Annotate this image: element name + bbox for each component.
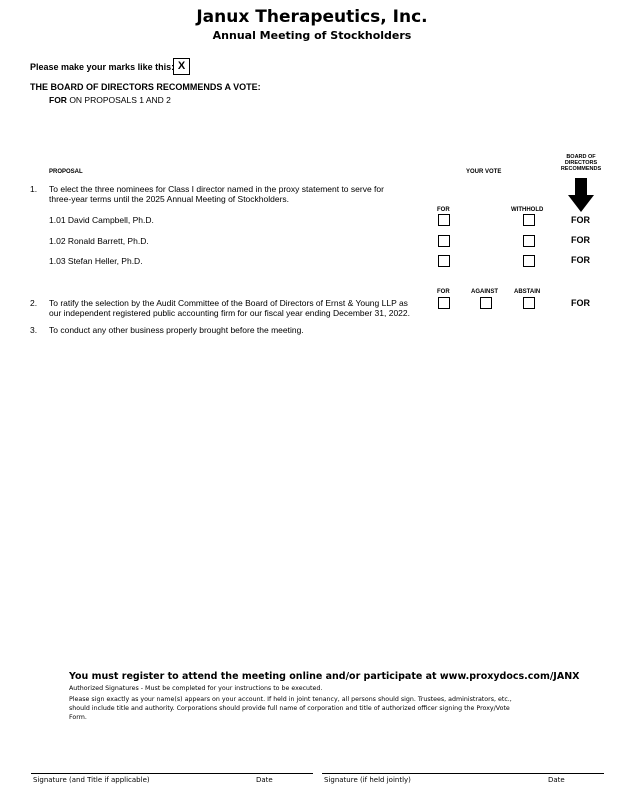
- proposal-header: PROPOSAL: [49, 169, 83, 175]
- p1-withhold-label: WITHHOLD: [511, 207, 544, 213]
- nominee-1-for-checkbox[interactable]: [438, 214, 450, 226]
- board-recommends-header: [553, 154, 609, 172]
- proposal-2-for-checkbox[interactable]: [438, 297, 450, 309]
- proposal-2-line-1: To ratify the selection by the Audit Committee of the Board of Directors of Ernst & Young LLP as: [49, 298, 408, 308]
- authorized-signatures-note: Authorized Signatures - Must be completed for your instructions to be executed.: [69, 685, 323, 692]
- p1-for-label: FOR: [437, 207, 450, 213]
- signing-instructions-line-2: should include title and authority. Corporations should provide full name of corporation and title of authorized officer signing the Proxy/Vote: [69, 705, 510, 712]
- signing-instructions: [69, 695, 589, 722]
- proposal-2-number: 2.: [30, 298, 38, 308]
- nominee-3-name: 1.03 Stefan Heller, Ph.D.: [49, 256, 143, 266]
- board-rec-line-2: DIRECTORS: [564, 160, 598, 166]
- nominee-1-recommendation: FOR: [571, 215, 590, 225]
- nominee-2-for-checkbox[interactable]: [438, 235, 450, 247]
- registration-notice: You must register to attend the meeting online and/or participate at www.proxydocs.com/JANX: [69, 671, 580, 682]
- proposal-1-line-1: To elect the three nominees for Class I director named in the proxy statement to serve for: [49, 184, 384, 194]
- board-recommendation-summary: [49, 95, 171, 105]
- proposal-1-number: 1.: [30, 184, 38, 194]
- proposal-2-against-checkbox[interactable]: [480, 297, 492, 309]
- down-arrow-icon: [568, 178, 594, 212]
- meeting-title: Annual Meeting of Stockholders: [212, 29, 412, 42]
- nominee-1-name: 1.01 David Campbell, Ph.D.: [49, 215, 154, 225]
- nominee-3-withhold-checkbox[interactable]: [523, 255, 535, 267]
- proposal-2-recommendation: FOR: [571, 298, 590, 308]
- signature-line-2[interactable]: [322, 773, 604, 774]
- signature-line-1[interactable]: [31, 773, 313, 774]
- signing-instructions-line-3: Form.: [69, 714, 87, 721]
- signing-instructions-line-1: Please sign exactly as your name(s) appears on your account. If held in joint tenancy, all persons should sign. Trustees, administrators, etc.,: [69, 696, 512, 703]
- proposal-2-text: [49, 298, 410, 318]
- marks-instruction: Please make your marks like this:: [30, 62, 175, 72]
- company-name: Janux Therapeutics, Inc.: [196, 7, 428, 27]
- board-rec-line-3: RECOMMENDS: [560, 166, 602, 172]
- nominee-1-withhold-checkbox[interactable]: [523, 214, 535, 226]
- p2-abstain-label: ABSTAIN: [514, 289, 541, 295]
- proposal-3-text: To conduct any other business properly brought before the meeting.: [49, 325, 304, 335]
- nominee-2-name: 1.02 Ronald Barrett, Ph.D.: [49, 236, 149, 246]
- nominee-2-recommendation: FOR: [571, 235, 590, 245]
- proposal-1-line-2: three-year terms until the 2025 Annual Meeting of Stockholders.: [49, 194, 290, 204]
- p2-against-label: AGAINST: [471, 289, 498, 295]
- nominee-3-recommendation: FOR: [571, 255, 590, 265]
- mark-example-box: X: [173, 58, 190, 75]
- date-2-label: Date: [548, 776, 565, 784]
- proposal-1-text: [49, 184, 384, 204]
- signature-2-label: Signature (if held jointly): [324, 776, 411, 784]
- board-recommends-heading: THE BOARD OF DIRECTORS RECOMMENDS A VOTE:: [30, 82, 261, 92]
- for-word: FOR: [49, 95, 67, 105]
- proposal-3-number: 3.: [30, 325, 38, 335]
- on-proposals: ON PROPOSALS 1 AND 2: [66, 95, 171, 105]
- nominee-3-for-checkbox[interactable]: [438, 255, 450, 267]
- proposal-2-abstain-checkbox[interactable]: [523, 297, 535, 309]
- nominee-2-withhold-checkbox[interactable]: [523, 235, 535, 247]
- your-vote-header: YOUR VOTE: [466, 169, 502, 175]
- proposal-2-line-2: our independent registered public accounting firm for our fiscal year ending December 31, 2022.: [49, 308, 410, 318]
- board-rec-line-1: BOARD OF: [566, 154, 596, 160]
- p2-for-label: FOR: [437, 289, 450, 295]
- signature-1-label: Signature (and Title if applicable): [33, 776, 150, 784]
- date-1-label: Date: [256, 776, 273, 784]
